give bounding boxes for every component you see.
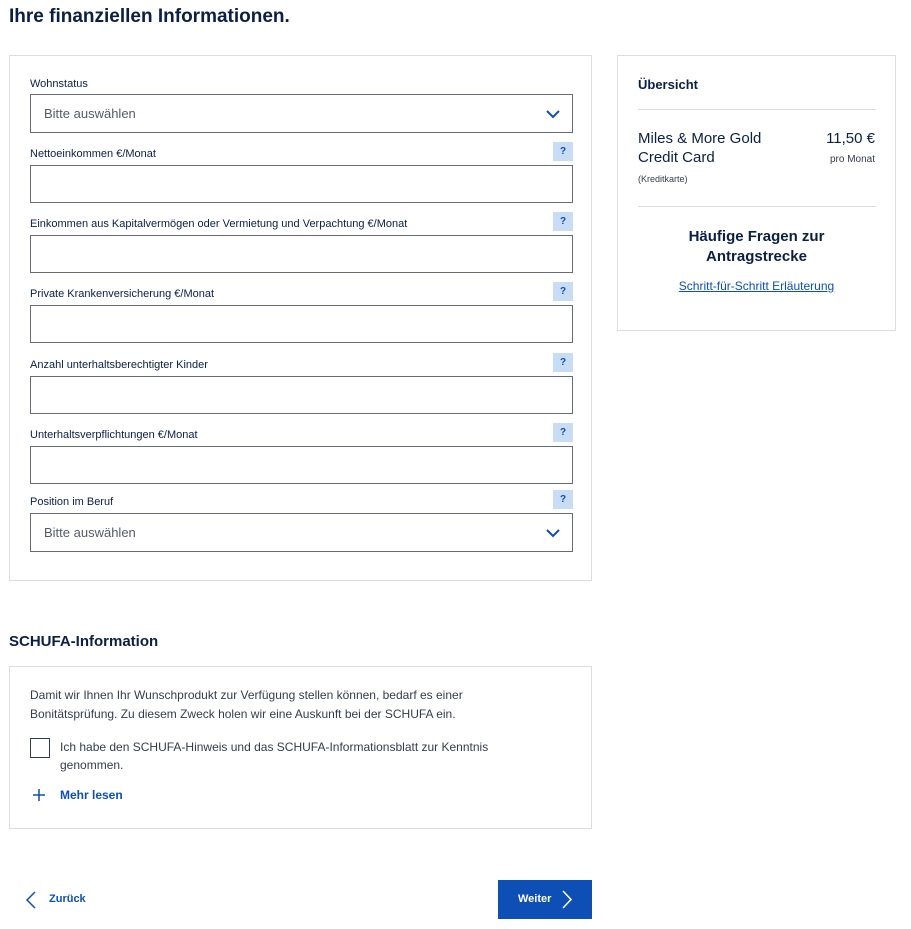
overview-divider	[638, 109, 876, 110]
product-name: Miles & More Gold Credit Card	[638, 130, 762, 166]
kapitalvermoegen-help-button[interactable]: ?	[553, 212, 573, 231]
chevron-down-icon	[545, 525, 561, 541]
krankenversicherung-help-button[interactable]: ?	[553, 282, 573, 301]
faq-link[interactable]: Schritt-für-Schritt Erläuterung	[678, 279, 835, 293]
nettoeinkommen-label: Nettoeinkommen €/Monat	[30, 148, 156, 160]
overview-divider	[638, 206, 876, 207]
nettoeinkommen-help-button[interactable]: ?	[553, 142, 573, 161]
next-button[interactable]	[498, 880, 592, 919]
wohnstatus-select[interactable]	[30, 94, 573, 133]
wohnstatus-select-value: Bitte auswählen	[44, 106, 136, 121]
product-price: 11,50 €	[826, 130, 875, 147]
more-link[interactable]: Mehr lesen	[60, 788, 123, 802]
next-label: Weiter	[518, 893, 552, 905]
schufa-heading: SCHUFA-Information	[9, 633, 159, 650]
unterhalt-help-button[interactable]: ?	[553, 423, 573, 442]
price-unit: pro Monat	[829, 154, 875, 165]
wohnstatus-label: Wohnstatus	[30, 78, 88, 90]
kinder-help-button[interactable]: ?	[553, 353, 573, 372]
product-type: (Kreditkarte)	[638, 174, 688, 184]
nettoeinkommen-input[interactable]	[30, 165, 573, 203]
faq-title	[618, 227, 895, 267]
back-label: Zurück	[49, 893, 86, 905]
chevron-left-icon	[25, 891, 37, 909]
kapitalvermoegen-input[interactable]	[30, 235, 573, 273]
kinder-label: Anzahl unterhaltsberechtigter Kinder	[30, 359, 208, 371]
position-select-value: Bitte auswählen	[44, 525, 136, 540]
schufa-text: Damit wir Ihnen Ihr Wunschprodukt zur Verfügung stellen können, bedarf es einer Bonitätsprüfung. Zu diesem Zweck holen wir eine Auskunft bei der SCHUFA ein.	[30, 688, 463, 721]
krankenversicherung-input[interactable]	[30, 305, 573, 343]
unterhalt-input[interactable]	[30, 446, 573, 484]
unterhalt-label: Unterhaltsverpflichtungen €/Monat	[30, 429, 198, 441]
schufa-checkbox-label[interactable]: Ich habe den SCHUFA-Hinweis und das SCHUFA-Informationsblatt zur Kenntnis genommen.	[60, 740, 489, 772]
overview-panel	[617, 55, 896, 331]
chevron-right-icon	[561, 890, 573, 909]
position-select[interactable]	[30, 513, 573, 552]
financial-info-form	[9, 55, 592, 581]
kapitalvermoegen-label: Einkommen aus Kapitalvermögen oder Vermietung und Verpachtung €/Monat	[30, 218, 408, 230]
schufa-panel	[9, 666, 592, 829]
kinder-input[interactable]	[30, 376, 573, 414]
position-label: Position im Beruf	[30, 496, 114, 508]
position-help-button[interactable]: ?	[553, 490, 573, 509]
overview-title: Übersicht	[638, 77, 698, 92]
page-title: Ihre finanziellen Informationen.	[9, 6, 290, 27]
krankenversicherung-label: Private Krankenversicherung €/Monat	[30, 288, 215, 300]
plus-icon[interactable]	[32, 788, 46, 802]
chevron-down-icon	[545, 106, 561, 122]
faq-title-text: Häufige Fragen zur Antragstrecke	[688, 228, 825, 265]
schufa-checkbox[interactable]	[30, 738, 50, 758]
